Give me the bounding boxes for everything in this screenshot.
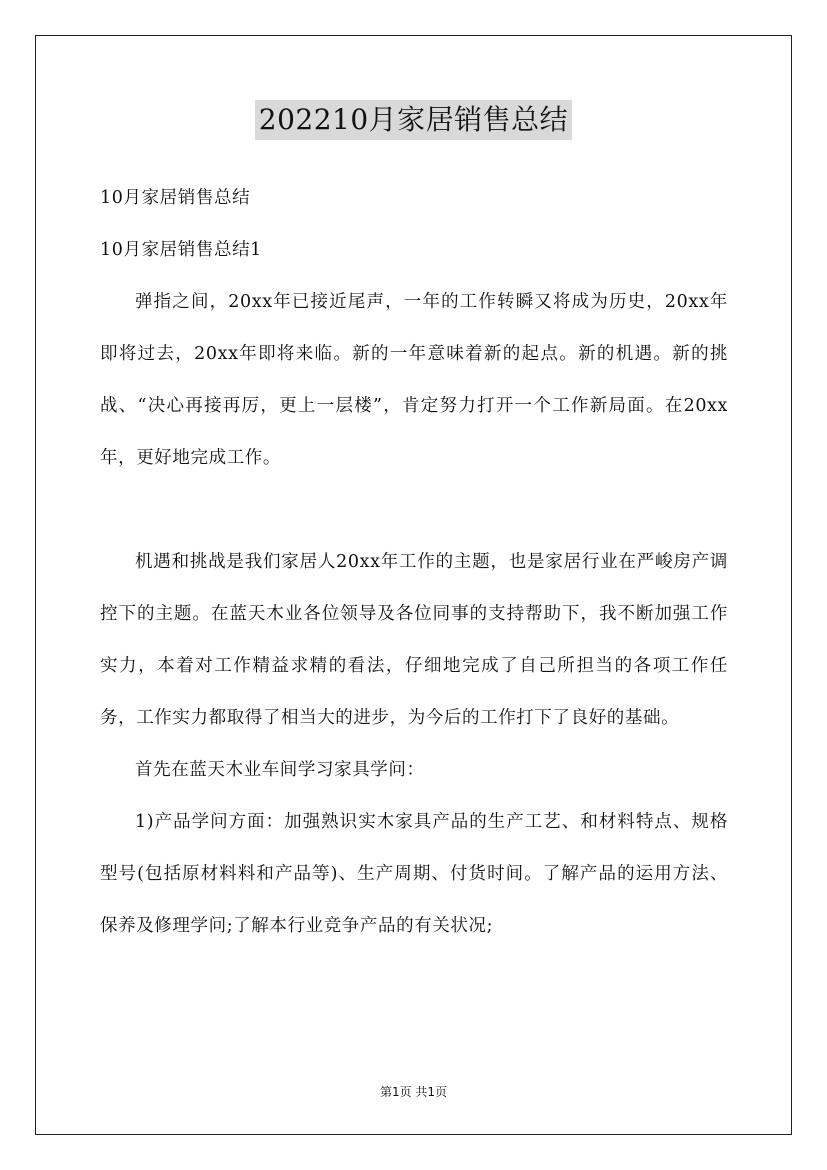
page-number: 第1页 共1页 [379,1085,448,1099]
paragraph-challenges: 机遇和挑战是我们家居人20xx年工作的主题，也是家居行业在严峻房产调控下的主题。在蓝天木业各位领导及各位同事的支持帮助下，我不断加强工作实力，本着对工作精益求精的看法，仔细地完成了自己所担当的各项工作任务，工作实力都取得了相当大的进步，为今后的工作打下了良好的基础。 [100,552,728,728]
paragraph-product-knowledge: 1)产品学问方面：加强熟识实木家具产品的生产工艺、和材料特点、规格型号(包括原材料料和产品等)、生产周期、付货时间。了解产品的运用方法、保养及修理学问;了解本行业竞争产品的有关状况; [100,812,728,936]
subtitle-line: 10月家居销售总结 [100,188,251,208]
title-text: 202210月家居销售总结 [255,100,572,140]
document-body [100,172,728,952]
paragraph-intro: 弹指之间，20xx年已接近尾声，一年的工作转瞬又将成为历史，20xx年即将过去，20xx年即将来临。新的一年意味着新的起点。新的机遇。新的挑战、“决心再接再厉，更上一层楼”，肯定努力打开一个工作新局面。在20xx年，更好地完成工作。 [100,292,728,468]
paragraph-learning: 首先在蓝天木业车间学习家具学问： [135,760,425,780]
section-heading: 10月家居销售总结1 [100,240,262,260]
document-title [0,100,827,140]
